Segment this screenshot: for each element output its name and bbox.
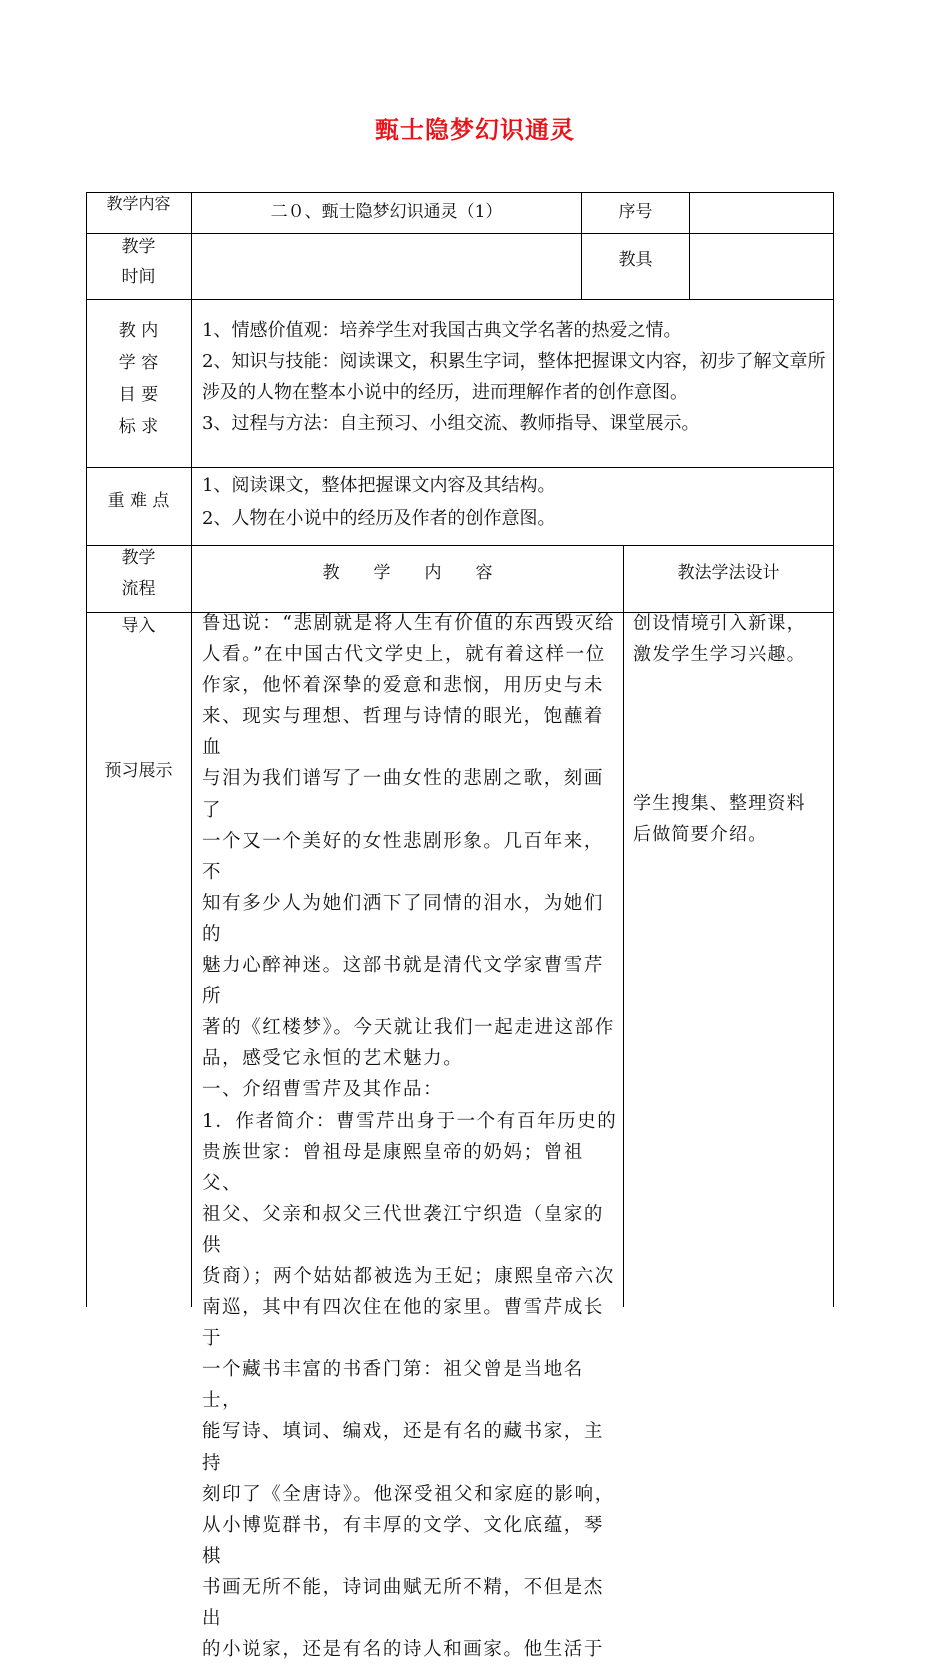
- goal-item: 3、过程与方法：自主预习、小组交流、教师指导、课堂展示。: [202, 413, 700, 434]
- flow-label-line2: 流程: [121, 579, 156, 599]
- content-line: 贵族世家：曾祖母是康熙皇帝的奶妈；曾祖父、: [202, 1141, 584, 1194]
- time-label-line1: 教学: [121, 237, 156, 257]
- flow-content-header: 教 学 内 容: [322, 563, 493, 583]
- method-intro: [633, 608, 831, 670]
- content-line: 南巡，其中有四次住在他的家里。曹雪芹成长于: [202, 1297, 605, 1350]
- key-point-item: 1、阅读课文，整体把握课文内容及其结构。: [202, 475, 556, 496]
- content-line: 一个又一个美好的女性悲剧形象。几百年来，不: [202, 830, 605, 883]
- content-line: 知有多少人为她们洒下了同情的泪水，为她们的: [202, 892, 605, 945]
- content-line: 人看。”在中国古代文学史上，就有着这样一位: [202, 644, 606, 666]
- goals-label: [86, 315, 191, 443]
- goals-label-line: 学 容: [118, 353, 159, 373]
- goal-item: 2、知识与技能：阅读课文，积累生字词，整体把握课文内容，初步了解文章所涉及的人物在整本小说中的经历，进而理解作者的创作意图。: [202, 351, 826, 403]
- flow-label-line1: 教学: [121, 548, 156, 568]
- content-line: 一个藏书丰富的书香门第：祖父曾是当地名士，: [202, 1359, 584, 1412]
- col-divider: [191, 192, 192, 1307]
- content-line: 作家，他怀着深挚的爱意和悲悯，用历史与未: [202, 675, 605, 697]
- goals-label-line: 教 内: [118, 321, 159, 341]
- content-line: 货商）；两个姑姑都被选为王妃；康熙皇帝六次: [202, 1265, 615, 1287]
- tools-label: 教具: [618, 250, 653, 270]
- page-title: 甄士隐梦幻识通灵: [375, 116, 575, 144]
- content-line: 刻印了《全唐诗》。他深受祖父和家庭的影响，: [202, 1483, 615, 1505]
- lesson-plan-table: [86, 192, 834, 1661]
- content-line: 鲁迅说：“悲剧就是将人生有价值的东西毁灭给: [202, 613, 616, 634]
- goal-item: 1、情感价值观：培养学生对我国古典文学名著的热爱之情。: [202, 320, 682, 341]
- row-divider: [86, 545, 834, 546]
- content-line: 品，感受它永恒的艺术魅力。: [202, 1048, 464, 1070]
- col-divider: [689, 192, 690, 299]
- method-line: 学生搜集、整理资料: [633, 793, 806, 814]
- content-line: 从小博览群书，有丰厚的文学、文化底蕴，琴棋: [202, 1514, 605, 1567]
- content-line: 魅力心醉神迷。这部书就是清代文学家曹雪芹所: [202, 955, 605, 1008]
- content-label: 教学内容: [106, 194, 171, 213]
- flow-methods-header: 教法学法设计: [677, 563, 780, 583]
- stage-preview: 预习展示: [104, 761, 173, 781]
- table-border-top: [86, 192, 834, 193]
- method-line: 后做简要介绍。: [633, 824, 768, 845]
- content-line: 能写诗、填词、编戏，还是有名的藏书家，主持: [202, 1421, 605, 1474]
- seq-label: 序号: [618, 202, 653, 222]
- flow-content: [202, 608, 622, 1665]
- goals-label-line: 标 求: [118, 417, 159, 437]
- table-border-right: [833, 192, 834, 1307]
- method-line: 创设情境引入新课，: [633, 613, 806, 634]
- row-divider: [86, 299, 834, 300]
- col-divider: [623, 545, 624, 1307]
- row-divider: [86, 467, 834, 468]
- content-line: 一、介绍曹雪芹及其作品：: [202, 1079, 444, 1101]
- content-line: 著的《红楼梦》。今天就让我们一起走进这部作: [202, 1017, 615, 1039]
- content-line: 与泪为我们谱写了一曲女性的悲剧之歌，刻画了: [202, 768, 605, 821]
- content-line: 书画无所不能，诗词曲赋无所不精，不但是杰出: [202, 1576, 605, 1629]
- key-points-list: [202, 469, 826, 535]
- stage-intro: 导入: [121, 616, 156, 636]
- row-divider: [86, 233, 834, 234]
- method-preview: [633, 788, 831, 850]
- content-line: 祖父、父亲和叔父三代世袭江宁织造（皇家的供: [202, 1203, 605, 1256]
- goals-list: [202, 315, 826, 439]
- method-line: 激发学生学习兴趣。: [633, 644, 806, 665]
- goals-label-line: 目 要: [118, 385, 159, 405]
- content-line: 来、现实与理想、哲理与诗情的眼光，饱蘸着血: [202, 706, 605, 759]
- content-value: 二０、甄士隐梦幻识通灵（1）: [270, 202, 503, 222]
- key-points-label: 重 难 点: [107, 491, 170, 511]
- time-label-line2: 时间: [121, 267, 156, 287]
- key-point-item: 2、人物在小说中的经历及作者的创作意图。: [202, 508, 556, 529]
- content-line: 的小说家，还是有名的诗人和画家。他生活于: [202, 1639, 605, 1661]
- content-line: 1．作者简介：曹雪芹出身于一个有百年历史的: [202, 1110, 618, 1132]
